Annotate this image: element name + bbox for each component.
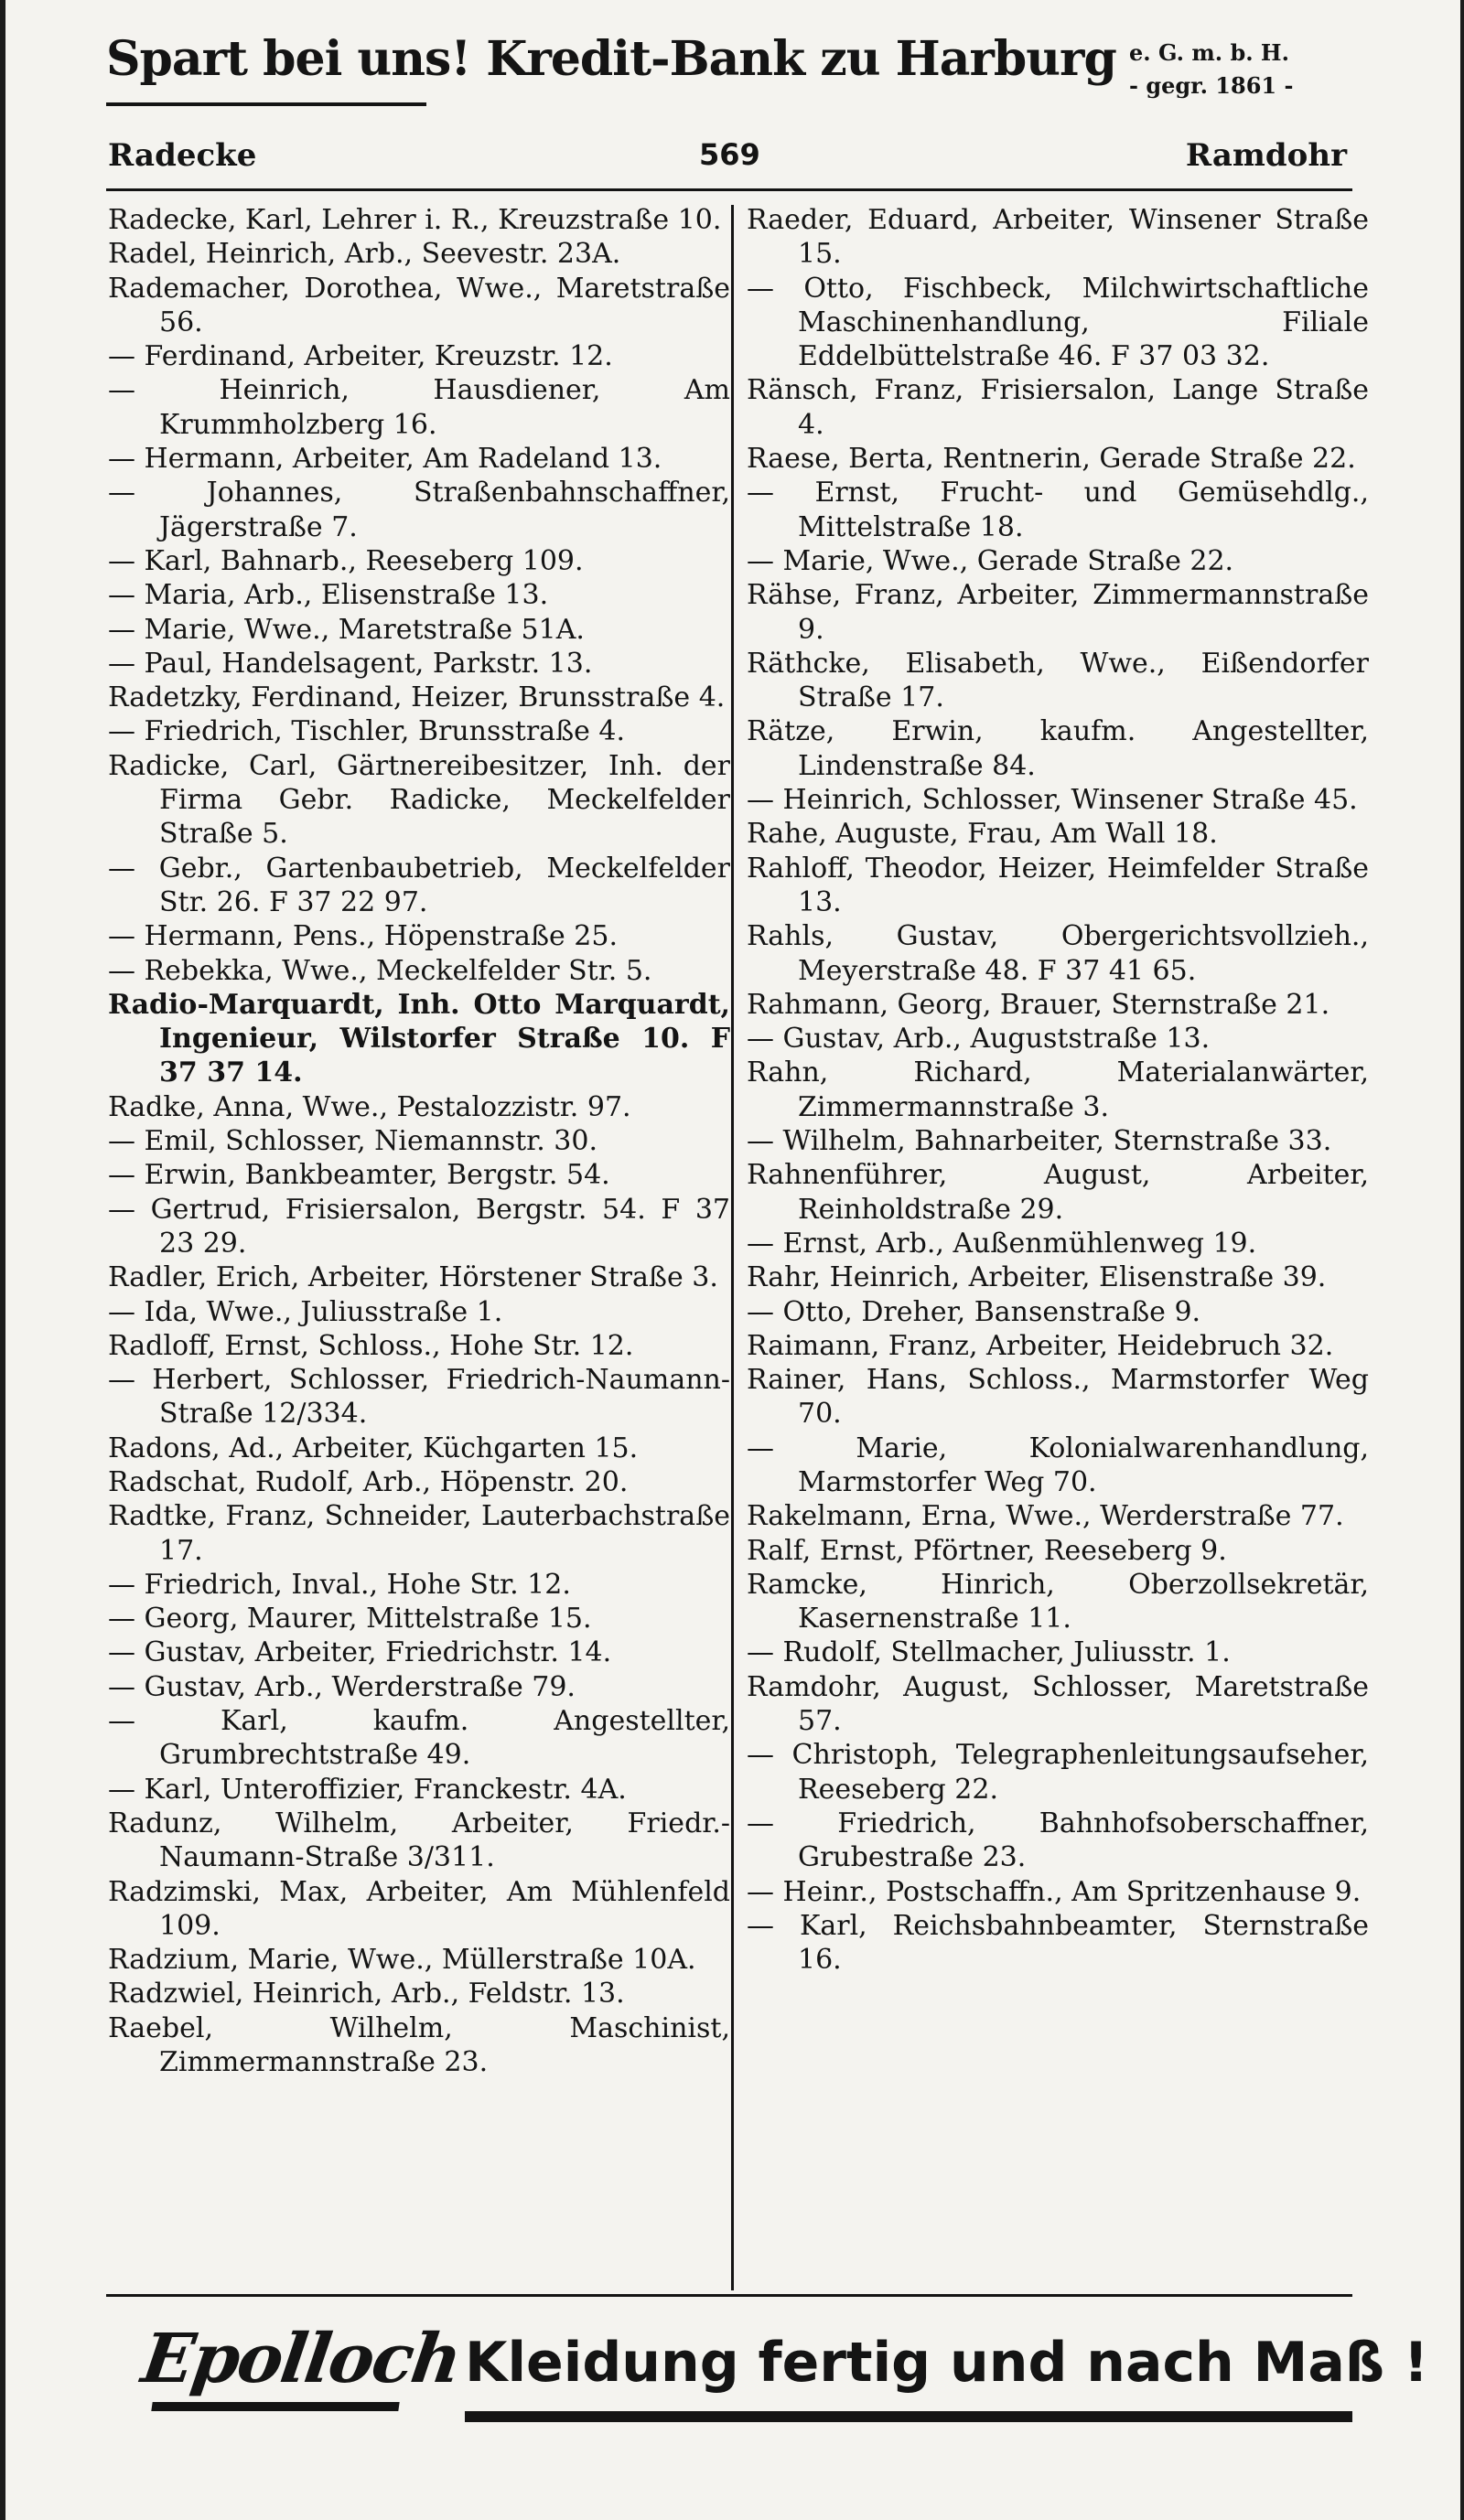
directory-entry: — Karl, Reichsbahnbeamter, Sternstraße 16. [747, 1909, 1369, 1977]
directory-entry: — Hermann, Arbeiter, Am Radeland 13. [108, 443, 662, 476]
directory-entry: Rademacher, Dorothea, Wwe., Maretstraße 56. [108, 272, 730, 338]
top-banner-ad [106, 27, 1351, 112]
directory-entry: Rahnenführer, August, Arbeiter, Reinholdstraße 29. [747, 1159, 1369, 1226]
header-last-name: Ramdohr [1185, 137, 1347, 174]
directory-entry: Raebel, Wilhelm, Maschinist, Zimmermannstraße 23. [108, 2011, 730, 2079]
header-first-name: Radecke [108, 137, 257, 174]
directory-entry: Raese, Berta, Rentnerin, Gerade Straße 22. [747, 443, 1356, 476]
directory-entry: Rahls, Gustav, Obergerichtsvollzieh., Meyerstraße 48. F 37 41 65. [747, 920, 1369, 987]
directory-entry: Rahe, Auguste, Frau, Am Wall 18. [747, 818, 1218, 851]
directory-entry: — Marie, Kolonialwarenhandlung, Marmstorfer Weg 70. [747, 1432, 1369, 1498]
directory-entry: Rainer, Hans, Schloss., Marmstorfer Weg 70. [747, 1364, 1369, 1431]
directory-entry: — Emil, Schlosser, Niemannstr. 30. [108, 1125, 597, 1158]
directory-entry: Radzwiel, Heinrich, Arb., Feldstr. 13. [108, 1978, 625, 2011]
directory-entry: — Erwin, Bankbeamter, Bergstr. 54. [108, 1159, 610, 1192]
directory-entry: — Otto, Fischbeck, Milchwirtschaftliche Maschinenhandlung, Filiale Eddelbüttelstraße 46. F 37 03 32. [747, 272, 1369, 373]
bank-legal-info [1129, 37, 1367, 102]
bottom-ad [106, 2303, 1429, 2459]
directory-entry: Ralf, Ernst, Pförtner, Reeseberg 9. [747, 1534, 1227, 1567]
column-divider [731, 205, 734, 2290]
right-column [747, 203, 1369, 1977]
bank-legal-form: e. G. m. b. H. [1129, 39, 1289, 66]
directory-entry: — Wilhelm, Bahnarbeiter, Sternstraße 33. [747, 1125, 1332, 1158]
directory-entry: — Heinrich, Hausdiener, Am Krummholzberg 16. [108, 374, 730, 441]
directory-entry: Radzium, Marie, Wwe., Müllerstraße 10A. [108, 1944, 696, 1977]
directory-entry: Radio-Marquardt, Inh. Otto Marquardt, Ingenieur, Wilstorfer Straße 10. F 37 37 14. [108, 988, 730, 1089]
directory-entry: — Gustav, Arbeiter, Friedrichstr. 14. [108, 1636, 612, 1669]
directory-entry: — Friedrich, Bahnhofsoberschaffner, Grubestraße 23. [747, 1807, 1369, 1874]
directory-entry: Rätze, Erwin, kaufm. Angestellter, Lindenstraße 84. [747, 715, 1369, 782]
page-number: 569 [699, 137, 760, 172]
header-rule [106, 188, 1352, 191]
directory-entry: — Heinrich, Schlosser, Winsener Straße 45. [747, 784, 1358, 817]
directory-entry: Raimann, Franz, Arbeiter, Heidebruch 32. [747, 1329, 1334, 1362]
page-header [106, 130, 1352, 185]
directory-entry: — Ida, Wwe., Juliusstraße 1. [108, 1295, 503, 1328]
directory-entry: Radzimski, Max, Arbeiter, Am Mühlenfeld 109. [108, 1875, 730, 1942]
directory-entry: Räthcke, Elisabeth, Wwe., Eißendorfer Straße 17. [747, 647, 1369, 714]
directory-entry: — Ferdinand, Arbeiter, Kreuzstr. 12. [108, 340, 613, 373]
bank-founded: - gegr. 1861 - [1129, 72, 1294, 99]
directory-entry: Radecke, Karl, Lehrer i. R., Kreuzstraße 10. [108, 204, 722, 236]
directory-entry: — Ernst, Arb., Außenmühlenweg 19. [747, 1227, 1257, 1260]
directory-entry: — Karl, kaufm. Angestellter, Grumbrechtstraße 49. [108, 1705, 730, 1772]
directory-entry: Radons, Ad., Arbeiter, Küchgarten 15. [108, 1432, 639, 1464]
directory-entry: — Maria, Arb., Elisenstraße 13. [108, 579, 549, 612]
ad-bottom-bar [465, 2411, 1352, 2422]
directory-entry: — Christoph, Telegraphenleitungsaufseher, Reeseberg 22. [747, 1739, 1369, 1806]
directory-entry: — Johannes, Straßenbahnschaffner, Jägerstraße 7. [108, 477, 730, 543]
directory-entry: — Ernst, Frucht- und Gemüsehdlg., Mittelstraße 18. [747, 477, 1369, 543]
directory-entry: Rakelmann, Erna, Wwe., Werderstraße 77. [747, 1500, 1344, 1533]
directory-entry: — Karl, Bahnarb., Reeseberg 109. [108, 544, 584, 577]
directory-entry: — Rudolf, Stellmacher, Juliusstr. 1. [747, 1636, 1231, 1669]
directory-entry: — Gertrud, Frisiersalon, Bergstr. 54. F 37 23 29. [108, 1193, 730, 1260]
directory-entry: — Heinr., Postschaffn., Am Spritzenhause 9. [747, 1875, 1362, 1908]
directory-entry: Rahr, Heinrich, Arbeiter, Elisenstraße 39. [747, 1261, 1327, 1294]
bank-slogan: Spart bei uns! Kredit-Bank zu Harburg [106, 31, 1116, 87]
ad-text: Kleidung fertig und nach Maß ! [465, 2331, 1429, 2395]
directory-entry: Radler, Erich, Arbeiter, Hörstener Straße 3. [108, 1261, 718, 1294]
directory-entry: Rähse, Franz, Arbeiter, Zimmermannstraße 9. [747, 579, 1369, 646]
directory-entry: Radetzky, Ferdinand, Heizer, Brunsstraße 4. [108, 681, 726, 714]
directory-entry: — Friedrich, Tischler, Brunsstraße 4. [108, 715, 626, 748]
directory-page [5, 0, 1460, 2520]
directory-entry: — Gustav, Arb., Werderstraße 79. [108, 1670, 576, 1703]
directory-entry: — Karl, Unteroffizier, Franckestr. 4A. [108, 1773, 627, 1806]
directory-entry: — Gustav, Arb., Auguststraße 13. [747, 1023, 1211, 1056]
slogan-underline [106, 102, 426, 106]
directory-entry: Rahloff, Theodor, Heizer, Heimfelder Straße 13. [747, 852, 1369, 918]
directory-entry: — Marie, Wwe., Gerade Straße 22. [747, 544, 1234, 577]
directory-entry: — Gebr., Gartenbaubetrieb, Meckelfelder Str. 26. F 37 22 97. [108, 852, 730, 918]
directory-entry: Radschat, Rudolf, Arb., Höpenstr. 20. [108, 1465, 629, 1498]
ad-logo: Epolloch [136, 2320, 465, 2398]
directory-entry: — Otto, Dreher, Bansenstraße 9. [747, 1295, 1201, 1328]
directory-entry: Radel, Heinrich, Arb., Seevestr. 23A. [108, 238, 621, 271]
directory-entry: Ränsch, Franz, Frisiersalon, Lange Straße 4. [747, 374, 1369, 441]
ad-top-rule [106, 2294, 1352, 2297]
directory-entry: Radloff, Ernst, Schloss., Hohe Str. 12. [108, 1329, 634, 1362]
directory-entry: — Rebekka, Wwe., Meckelfelder Str. 5. [108, 954, 652, 987]
directory-entry: — Hermann, Pens., Höpenstraße 25. [108, 920, 618, 953]
directory-entry: Ramcke, Hinrich, Oberzollsekretär, Kasernenstraße 11. [747, 1568, 1369, 1635]
directory-entry: Ramdohr, August, Schlosser, Maretstraße 57. [747, 1670, 1369, 1738]
directory-entry: Raeder, Eduard, Arbeiter, Winsener Straße 15. [747, 204, 1369, 271]
directory-entry: Rahn, Richard, Materialanwärter, Zimmermannstraße 3. [747, 1056, 1369, 1123]
directory-entry: Radunz, Wilhelm, Arbeiter, Friedr.-Naumann-Straße 3/311. [108, 1807, 730, 1874]
directory-entry: Rahmann, Georg, Brauer, Sternstraße 21. [747, 988, 1330, 1021]
directory-entry: — Paul, Handelsagent, Parkstr. 13. [108, 647, 593, 680]
left-column [108, 203, 730, 2079]
directory-entry: — Friedrich, Inval., Hohe Str. 12. [108, 1568, 571, 1601]
directory-entry: — Herbert, Schlosser, Friedrich-Naumann-Straße 12/334. [108, 1364, 730, 1431]
directory-entry: Radicke, Carl, Gärtnereibesitzer, Inh. der Firma Gebr. Radicke, Meckelfelder Straße 5. [108, 749, 730, 851]
directory-entry: Radtke, Franz, Schneider, Lauterbachstraße 17. [108, 1500, 730, 1567]
directory-entry: — Marie, Wwe., Maretstraße 51A. [108, 613, 585, 646]
directory-entry: Radke, Anna, Wwe., Pestalozzistr. 97. [108, 1090, 631, 1123]
ad-logo-underline [151, 2402, 399, 2411]
directory-entry: — Georg, Maurer, Mittelstraße 15. [108, 1603, 592, 1635]
